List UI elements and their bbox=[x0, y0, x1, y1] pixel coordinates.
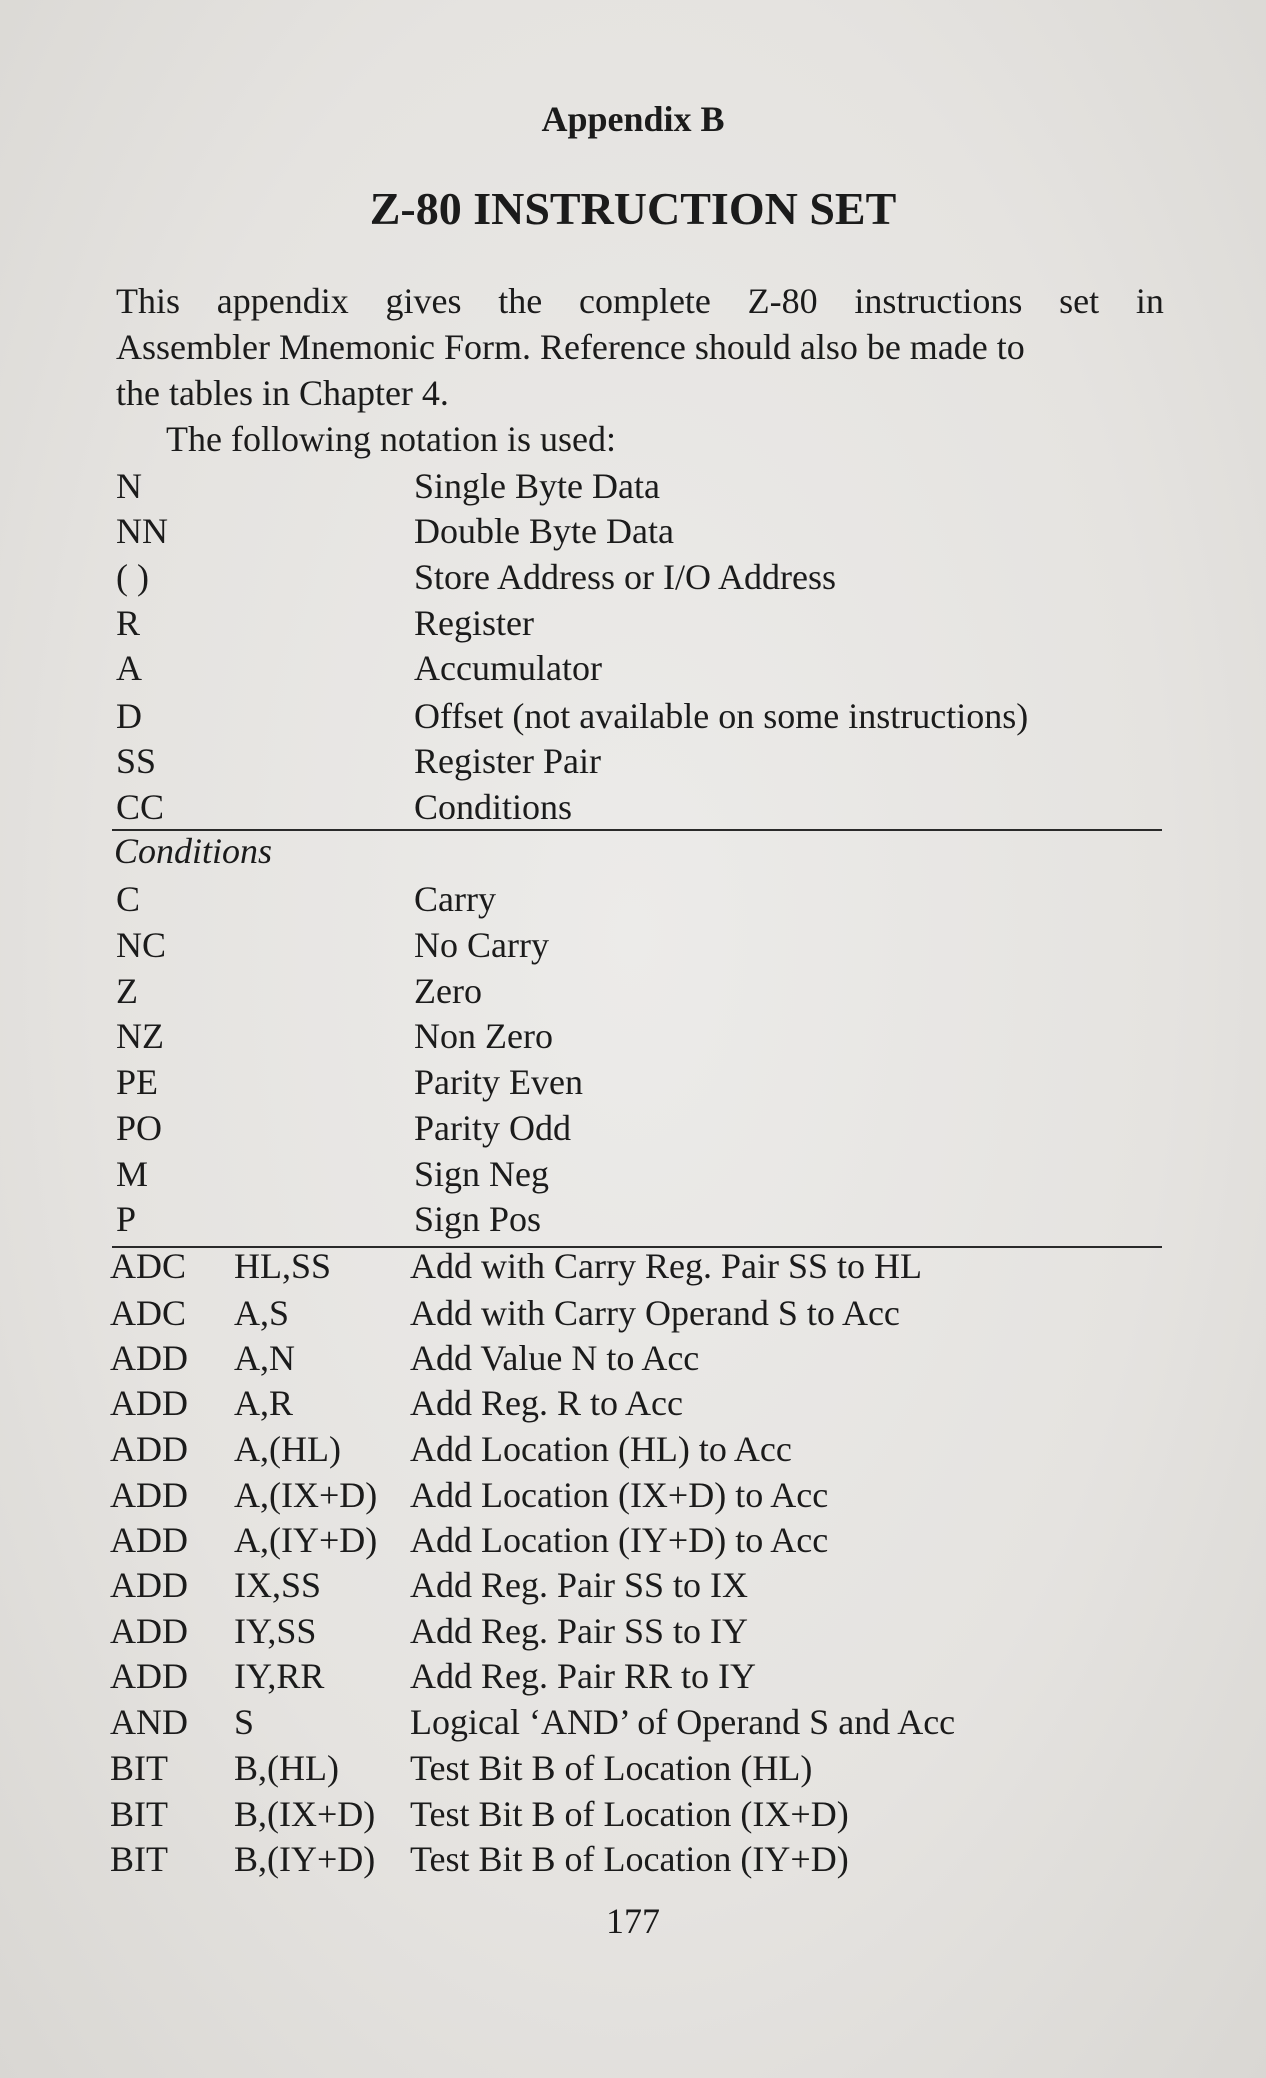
instruction-operand: B,(IY+D) bbox=[234, 1839, 376, 1879]
instruction-mnemonic: BIT bbox=[110, 1794, 168, 1834]
notation-symbol: NN bbox=[116, 511, 168, 551]
page-number: 177 bbox=[606, 1901, 660, 1941]
intro-line-2: Assembler Mnemonic Form. Reference should also be made to bbox=[116, 327, 1025, 367]
instruction-mnemonic: ADD bbox=[110, 1520, 188, 1560]
notation-meaning: Single Byte Data bbox=[414, 466, 660, 506]
intro-word: in bbox=[1135, 281, 1164, 321]
notation-meaning: Accumulator bbox=[414, 648, 602, 688]
instruction-description: Test Bit B of Location (HL) bbox=[410, 1748, 813, 1788]
instruction-description: Test Bit B of Location (IY+D) bbox=[410, 1839, 849, 1879]
condition-meaning: Non Zero bbox=[414, 1016, 553, 1056]
notation-meaning: Store Address or I/O Address bbox=[414, 557, 836, 597]
condition-symbol: PE bbox=[116, 1062, 159, 1102]
instruction-description: Add Location (IY+D) to Acc bbox=[410, 1520, 829, 1560]
instruction-description: Add with Carry Operand S to Acc bbox=[410, 1293, 900, 1333]
condition-symbol: Z bbox=[116, 971, 138, 1011]
condition-symbol: NZ bbox=[116, 1016, 164, 1056]
condition-meaning: Sign Neg bbox=[414, 1154, 549, 1194]
instruction-operand: B,(IX+D) bbox=[234, 1794, 376, 1834]
instruction-description: Add Reg. Pair SS to IY bbox=[410, 1611, 749, 1651]
instruction-description: Add Reg. Pair SS to IX bbox=[410, 1565, 749, 1605]
notation-symbol: R bbox=[116, 603, 141, 643]
instruction-mnemonic: ADC bbox=[110, 1246, 187, 1286]
notation-meaning: Offset (not available on some instructions) bbox=[414, 696, 1029, 736]
instruction-mnemonic: ADD bbox=[110, 1475, 188, 1515]
instruction-operand: A,(IY+D) bbox=[234, 1520, 378, 1560]
instruction-operand: A,N bbox=[234, 1338, 295, 1378]
condition-meaning: Sign Pos bbox=[414, 1199, 542, 1239]
instruction-description: Logical ‘AND’ of Operand S and Acc bbox=[410, 1702, 956, 1742]
intro-word: gives bbox=[385, 281, 462, 321]
conditions-heading: Conditions bbox=[114, 831, 273, 871]
condition-symbol: PO bbox=[116, 1108, 163, 1148]
intro-line-4: The following notation is used: bbox=[166, 419, 616, 459]
instruction-operand: B,(HL) bbox=[234, 1748, 339, 1788]
instruction-operand: A,(HL) bbox=[234, 1429, 341, 1469]
instruction-operand: A,(IX+D) bbox=[234, 1475, 378, 1515]
intro-line-3: the tables in Chapter 4. bbox=[116, 373, 449, 413]
notation-meaning: Double Byte Data bbox=[414, 511, 674, 551]
condition-meaning: Zero bbox=[414, 971, 482, 1011]
instruction-description: Test Bit B of Location (IX+D) bbox=[410, 1794, 849, 1834]
notation-symbol: D bbox=[116, 696, 142, 736]
instruction-description: Add with Carry Reg. Pair SS to HL bbox=[410, 1246, 922, 1286]
instruction-description: Add Reg. R to Acc bbox=[410, 1383, 683, 1423]
condition-symbol: C bbox=[116, 879, 141, 919]
condition-meaning: No Carry bbox=[414, 925, 549, 965]
instruction-mnemonic: BIT bbox=[110, 1839, 168, 1879]
condition-symbol: NC bbox=[116, 925, 167, 965]
condition-symbol: P bbox=[116, 1199, 137, 1239]
notation-symbol: ( ) bbox=[116, 557, 149, 597]
instruction-mnemonic: BIT bbox=[110, 1748, 168, 1788]
notation-meaning: Conditions bbox=[414, 787, 573, 827]
instruction-mnemonic: AND bbox=[110, 1702, 188, 1742]
instruction-description: Add Location (HL) to Acc bbox=[410, 1429, 792, 1469]
notation-meaning: Register bbox=[414, 603, 534, 643]
intro-word: appendix bbox=[216, 281, 349, 321]
intro-word: the bbox=[498, 281, 543, 321]
intro-word: Z-80 bbox=[747, 281, 818, 321]
instruction-mnemonic: ADD bbox=[110, 1383, 188, 1423]
intro-word: complete bbox=[578, 281, 711, 321]
intro-word: instructions bbox=[854, 281, 1023, 321]
instruction-mnemonic: ADD bbox=[110, 1656, 188, 1696]
intro-line-1 bbox=[116, 278, 1164, 324]
condition-meaning: Parity Even bbox=[414, 1062, 583, 1102]
notation-symbol: CC bbox=[116, 787, 165, 827]
instruction-operand: S bbox=[234, 1702, 255, 1742]
notation-symbol: SS bbox=[116, 741, 157, 781]
instruction-description: Add Value N to Acc bbox=[410, 1338, 700, 1378]
instruction-operand: IX,SS bbox=[234, 1565, 322, 1605]
notation-symbol: A bbox=[116, 648, 142, 688]
condition-meaning: Carry bbox=[414, 879, 496, 919]
instruction-mnemonic: ADD bbox=[110, 1338, 188, 1378]
instruction-operand: HL,SS bbox=[234, 1246, 332, 1286]
page-title: Z-80 INSTRUCTION SET bbox=[369, 183, 897, 234]
intro-word: This bbox=[116, 281, 181, 321]
intro-paragraph bbox=[116, 278, 1164, 462]
instruction-operand: A,S bbox=[234, 1293, 290, 1333]
condition-symbol: M bbox=[116, 1154, 149, 1194]
instruction-operand: A,R bbox=[234, 1383, 294, 1423]
instruction-mnemonic: ADC bbox=[110, 1293, 187, 1333]
notation-symbol: N bbox=[116, 466, 142, 506]
instruction-mnemonic: ADD bbox=[110, 1429, 188, 1469]
instruction-description: Add Reg. Pair RR to IY bbox=[410, 1656, 756, 1696]
instruction-mnemonic: ADD bbox=[110, 1611, 188, 1651]
intro-word: set bbox=[1059, 281, 1100, 321]
appendix-header: Appendix B bbox=[541, 99, 725, 139]
instruction-operand: IY,RR bbox=[234, 1656, 325, 1696]
instruction-mnemonic: ADD bbox=[110, 1565, 188, 1605]
notation-meaning: Register Pair bbox=[414, 741, 601, 781]
instruction-operand: IY,SS bbox=[234, 1611, 317, 1651]
instruction-description: Add Location (IX+D) to Acc bbox=[410, 1475, 829, 1515]
condition-meaning: Parity Odd bbox=[414, 1108, 571, 1148]
